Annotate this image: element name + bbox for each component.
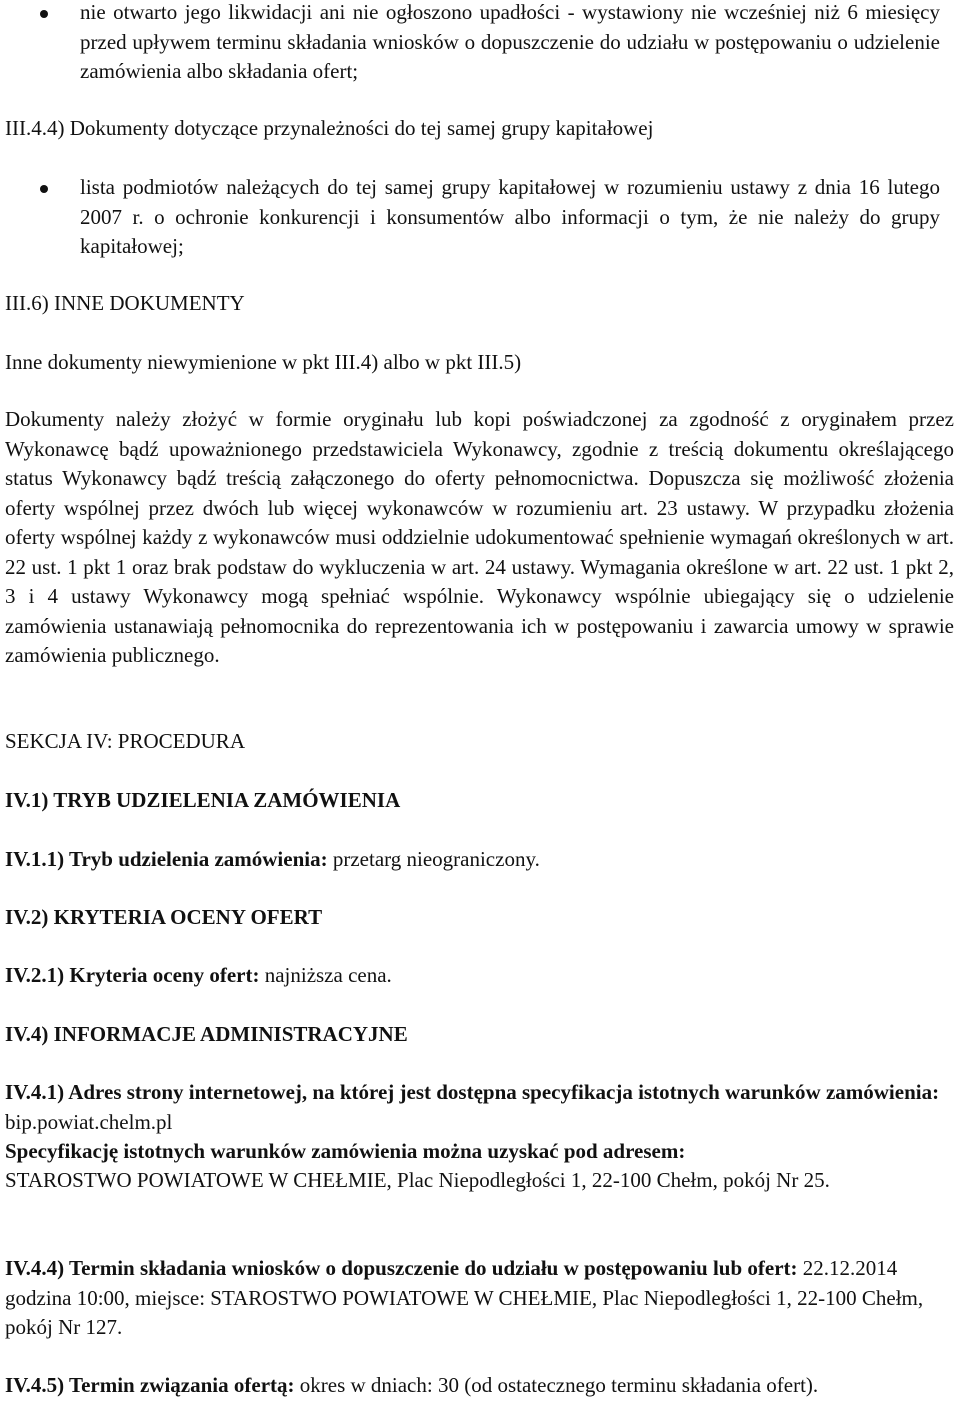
section-heading: IV.2) KRYTERIA OCENY OFERT: [5, 905, 323, 929]
field-value: najniższa cena.: [259, 963, 392, 987]
list-item-text: lista podmiotów należących do tej samej grupy kapitałowej w rozumieniu ustawy z dnia 16 lutego 2007 r. o ochronie konkurencji i konsumentów albo informacji o tym, że nie należy do grupy kapitałowej;: [80, 175, 940, 258]
field-row: [5, 1254, 954, 1343]
field-label: IV.2.1) Kryteria oceny ofert:: [5, 963, 260, 987]
field-value: bip.powiat.chelm.pl: [5, 1109, 173, 1134]
field-label: Specyfikację istotnych warunków zamówienia można uzyskać pod adresem:: [5, 1139, 686, 1163]
paragraph: Inne dokumenty niewymienione w pkt III.4) albo w pkt III.5): [5, 350, 522, 374]
section-title: SEKCJA IV: PROCEDURA: [5, 729, 245, 753]
field-value: przetarg nieograniczony.: [327, 847, 540, 871]
field-row: [5, 1078, 954, 1137]
field-value: STAROSTWO POWIATOWE W CHEŁMIE, Plac Niepodległości 1, 22-100 Chełm, pokój Nr 25.: [5, 1168, 830, 1192]
field-value: 22.12.2014 godzina 10:00, miejsce: STAROSTWO POWIATOWE W CHEŁMIE, Plac Niepodległości 1, 22-100 Chełm, pokój Nr 127.: [5, 1256, 924, 1339]
field-label: IV.4.4) Termin składania wniosków o dopuszczenie do udziału w postępowaniu lub ofert:: [5, 1256, 798, 1280]
field-value: okres w dniach: 30 (od ostatecznego terminu składania ofert).: [294, 1373, 819, 1397]
section-heading: III.6) INNE DOKUMENTY: [5, 291, 245, 315]
bullet-icon: [40, 185, 48, 193]
paragraph: Dokumenty należy złożyć w formie oryginału lub kopi poświadczonej za zgodność z oryginałem przez Wykonawcę bądź upoważnionego przedstawiciela Wykonawcy, zgodnie z treścią dokumentu określającego status Wykonawcy bądź treścią załączonego do oferty pełnomocnictwa. Dopuszcza się możliwość złożenia oferty wspólnej przez dwóch lub więcej wykonawców w rozumieniu art. 23 ustawy. W przypadku złożenia oferty wspólnej każdy z wykonawców musi oddzielnie udokumentować spełnienie wymagań określonych w art. 22 ust. 1 pkt 1 oraz brak podstaw do wykluczenia w art. 24 ustawy. Wymagania określone w art. 22 ust. 1 pkt 2, 3 i 4 ustawy Wykonawcy mogą spełniać wspólnie. Wykonawcy wspólnie ubiegający się o udzielenie zamówienia ustanawiają pełnomocnika do reprezentowania ich w postępowaniu i zawarcia umowy w sprawie zamówienia publicznego.: [5, 407, 954, 667]
list-item-text: nie otwarto jego likwidacji ani nie ogłoszono upadłości - wystawiony nie wcześniej niż 6 miesięcy przed upływem terminu składania wniosków o dopuszczenie do udziału w postępowaniu o udzielenie zamówienia albo składania ofert;: [80, 0, 940, 83]
section-heading: III.4.4) Dokumenty dotyczące przynależności do tej samej grupy kapitałowej: [5, 116, 654, 140]
field-row: [5, 845, 954, 875]
bullet-icon: [40, 10, 48, 18]
field-label: IV.4.1) Adres strony internetowej, na której jest dostępna specyfikacja istotnych warunków zamówienia:: [5, 1080, 940, 1104]
field-row: [5, 1371, 954, 1401]
field-label: IV.4.5) Termin związania ofertą:: [5, 1373, 295, 1397]
section-heading: IV.4) INFORMACJE ADMINISTRACYJNE: [5, 1022, 408, 1046]
field-row: [5, 961, 954, 991]
section-heading: IV.1) TRYB UDZIELENIA ZAMÓWIENIA: [5, 788, 401, 812]
field-label: IV.1.1) Tryb udzielenia zamówienia:: [5, 847, 328, 871]
